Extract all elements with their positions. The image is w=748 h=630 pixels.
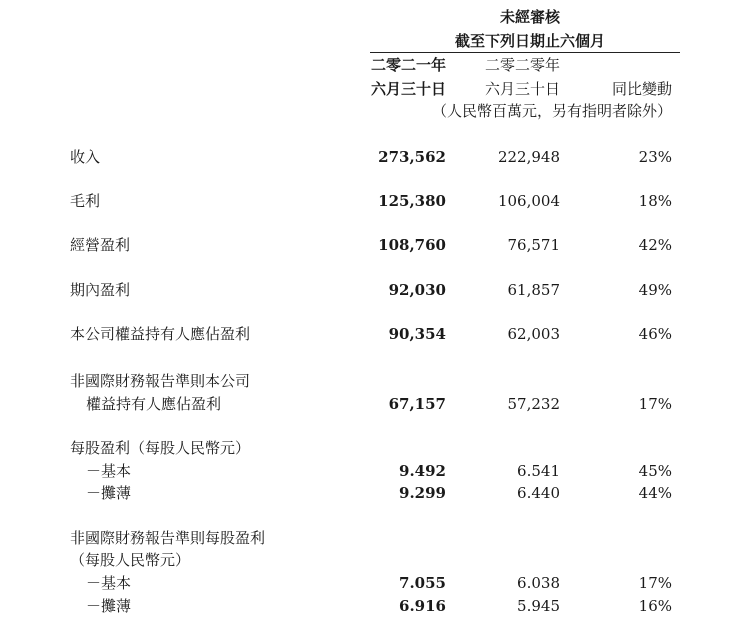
value-2021: 108,760 (378, 236, 446, 254)
diluted-2020: 6.440 (517, 484, 560, 502)
value-yoy: 49% (638, 281, 672, 299)
basic-label: －基本 (86, 462, 132, 480)
diluted-label: －攤薄 (86, 484, 132, 502)
basic-yoy: 45% (638, 462, 672, 480)
basic-2021: 7.055 (399, 574, 446, 592)
header-period: 截至下列日期止六個月 (454, 32, 605, 50)
row-label-continued: 權益持有人應佔盈利 (86, 395, 222, 413)
diluted-2021: 9.299 (399, 484, 446, 502)
row-label: 毛利 (70, 192, 101, 210)
value-yoy: 23% (638, 148, 672, 166)
value-2020: 222,948 (497, 148, 560, 166)
diluted-yoy: 44% (638, 484, 672, 502)
basic-label: －基本 (86, 574, 132, 592)
diluted-yoy: 16% (638, 597, 672, 615)
header-2020-year: 二零二零年 (484, 56, 560, 74)
basic-2020: 6.541 (517, 462, 560, 480)
value-yoy: 42% (638, 236, 672, 254)
header-unaudited: 未經審核 (499, 8, 560, 26)
row-label: 本公司權益持有人應佔盈利 (70, 325, 251, 343)
row-label-continued: （每股人民幣元） (70, 551, 191, 569)
value-2020: 61,857 (507, 281, 560, 299)
row-label: 經營盈利 (70, 236, 131, 254)
row-label: 收入 (70, 148, 101, 166)
value-2021: 273,562 (378, 148, 446, 166)
header-2020-date: 六月三十日 (484, 80, 560, 98)
header-unit-note: （人民幣百萬元，另有指明者除外） (431, 102, 672, 120)
basic-2021: 9.492 (399, 462, 446, 480)
value-yoy: 17% (638, 395, 672, 413)
basic-2020: 6.038 (517, 574, 560, 592)
value-yoy: 46% (638, 325, 672, 343)
value-2020: 76,571 (507, 236, 560, 254)
header-rule (370, 52, 680, 53)
row-label: 每股盈利（每股人民幣元） (70, 439, 251, 457)
value-2021: 125,380 (378, 192, 446, 210)
row-label: 期內盈利 (70, 281, 131, 299)
row-label: 非國際財務報告準則本公司 (70, 372, 251, 390)
value-2020: 57,232 (507, 395, 560, 413)
diluted-label: －攤薄 (86, 597, 132, 615)
header-2021-date: 六月三十日 (370, 80, 446, 98)
header-2021-year: 二零二一年 (370, 56, 446, 74)
value-2021: 67,157 (388, 395, 446, 413)
value-2021: 90,354 (388, 325, 446, 343)
value-yoy: 18% (638, 192, 672, 210)
basic-yoy: 17% (638, 574, 672, 592)
diluted-2020: 5.945 (517, 597, 560, 615)
row-label: 非國際財務報告準則每股盈利 (70, 529, 266, 547)
header-yoy: 同比變動 (611, 80, 672, 98)
diluted-2021: 6.916 (399, 597, 446, 615)
value-2021: 92,030 (388, 281, 446, 299)
value-2020: 62,003 (507, 325, 560, 343)
value-2020: 106,004 (497, 192, 560, 210)
